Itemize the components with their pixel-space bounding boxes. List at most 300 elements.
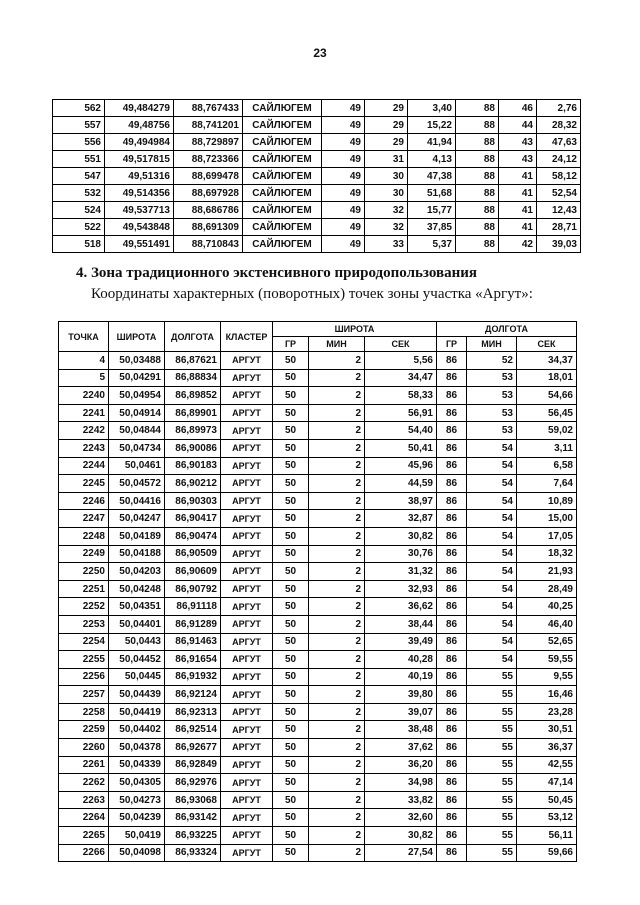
table-cell: 50,04098 [109, 844, 165, 862]
table-cell: 86 [437, 756, 467, 774]
table-cell: 7,64 [517, 475, 577, 493]
table-cell: 47,38 [408, 168, 456, 185]
table-row [59, 844, 577, 862]
table-cell: 50,04273 [109, 791, 165, 809]
table-cell: 59,66 [517, 844, 577, 862]
table-cell: 50,04439 [109, 686, 165, 704]
table-cell: 49 [322, 117, 365, 134]
table-cell: 18,32 [517, 545, 577, 563]
table-cell: 32 [365, 219, 408, 236]
table-cell: 49 [322, 100, 365, 117]
table-cell: 29 [365, 134, 408, 151]
table-cell: 52,65 [517, 633, 577, 651]
table-cell: АРГУТ [221, 668, 273, 686]
table-cell: 50 [273, 352, 309, 370]
table-cell: 33,82 [365, 791, 437, 809]
table-cell: АРГУТ [221, 651, 273, 669]
table-cell: 50,04419 [109, 703, 165, 721]
table-cell: 42,55 [517, 756, 577, 774]
table-cell: 50,0445 [109, 668, 165, 686]
table-cell: 49,484279 [105, 100, 174, 117]
table-cell: 40,25 [517, 598, 577, 616]
table-cell: 2 [309, 739, 365, 757]
table-cell: 50,04452 [109, 651, 165, 669]
table-cell: 86 [437, 563, 467, 581]
table-cell: 2265 [59, 827, 109, 845]
table-cell: 49 [322, 134, 365, 151]
table-row [53, 117, 581, 134]
table-cell: 86,88834 [165, 369, 221, 387]
table-cell: АРГУТ [221, 563, 273, 581]
table-cell: АРГУТ [221, 615, 273, 633]
table-cell: 86 [437, 615, 467, 633]
table-cell: 30 [365, 185, 408, 202]
table-cell: 50,0461 [109, 457, 165, 475]
table-cell: 39,80 [365, 686, 437, 704]
table-cell: 31 [365, 151, 408, 168]
table-cell: АРГУТ [221, 703, 273, 721]
table-cell: АРГУТ [221, 809, 273, 827]
table-cell: АРГУТ [221, 352, 273, 370]
table-cell: 54 [467, 457, 517, 475]
table-cell: 30 [365, 168, 408, 185]
table-row [59, 615, 577, 633]
table-cell: САЙЛЮГЕМ [243, 236, 322, 253]
table-cell: 29 [365, 117, 408, 134]
table-cell: 47,63 [537, 134, 581, 151]
table-cell: 86,90303 [165, 492, 221, 510]
table-cell: 50 [273, 387, 309, 405]
table-cell: 49,551491 [105, 236, 174, 253]
table-cell: 55 [467, 668, 517, 686]
table-cell: 50 [273, 615, 309, 633]
table-cell: 2 [309, 598, 365, 616]
table-cell: 53 [467, 404, 517, 422]
argut-coordinates-table [58, 321, 577, 862]
table-cell: 2246 [59, 492, 109, 510]
table-cell: 2 [309, 475, 365, 493]
table-cell: 2 [309, 545, 365, 563]
table-cell: 86 [437, 774, 467, 792]
table-cell: 2241 [59, 404, 109, 422]
table-cell: 50 [273, 668, 309, 686]
table-cell: 34,47 [365, 369, 437, 387]
table-cell: 38,97 [365, 492, 437, 510]
table-cell: 55 [467, 756, 517, 774]
table-cell: 86,92313 [165, 703, 221, 721]
table-cell: 2266 [59, 844, 109, 862]
table-cell: 86 [437, 387, 467, 405]
table-row [59, 633, 577, 651]
table-row [53, 168, 581, 185]
table-cell: 50 [273, 475, 309, 493]
table-cell: 50 [273, 809, 309, 827]
table-cell: 88 [456, 219, 499, 236]
table-cell: АРГУТ [221, 457, 273, 475]
table-cell: 2258 [59, 703, 109, 721]
table-cell: 2 [309, 387, 365, 405]
table-cell: 50 [273, 510, 309, 528]
table-cell: 518 [53, 236, 105, 253]
table-cell: 50,45 [517, 791, 577, 809]
table-cell: 86,93142 [165, 809, 221, 827]
table-cell: 50 [273, 404, 309, 422]
table-cell: 54 [467, 510, 517, 528]
table-cell: 54 [467, 633, 517, 651]
table-cell: 53 [467, 369, 517, 387]
table-cell: 2254 [59, 633, 109, 651]
table-cell: 30,76 [365, 545, 437, 563]
table-cell: 88,729897 [174, 134, 243, 151]
table-cell: 59,02 [517, 422, 577, 440]
table-cell: 50,03488 [109, 352, 165, 370]
table-cell: 54 [467, 439, 517, 457]
table-cell: 50 [273, 651, 309, 669]
table-cell: САЙЛЮГЕМ [243, 134, 322, 151]
table-cell: 46 [499, 100, 537, 117]
table-cell: 86,91289 [165, 615, 221, 633]
table-cell: 2 [309, 827, 365, 845]
table-cell: 86 [437, 844, 467, 862]
table-cell: 37,85 [408, 219, 456, 236]
table-cell: 86 [437, 457, 467, 475]
table-cell: 86 [437, 580, 467, 598]
table-row [59, 545, 577, 563]
table-cell: 86,90212 [165, 475, 221, 493]
table-row [59, 703, 577, 721]
table-cell: 2253 [59, 615, 109, 633]
table-cell: САЙЛЮГЕМ [243, 151, 322, 168]
table-cell: 41 [499, 202, 537, 219]
table-cell: 38,48 [365, 721, 437, 739]
table-row [53, 185, 581, 202]
table-cell: 54 [467, 475, 517, 493]
table-cell: 86 [437, 510, 467, 528]
table-cell: 50 [273, 739, 309, 757]
table-cell: 88,686786 [174, 202, 243, 219]
table-cell: 30,82 [365, 827, 437, 845]
table-cell: 36,62 [365, 598, 437, 616]
table-cell: 4 [59, 352, 109, 370]
table-cell: АРГУТ [221, 439, 273, 457]
table-cell: 2262 [59, 774, 109, 792]
header-lon-deg: ГР [437, 337, 467, 352]
table-cell: САЙЛЮГЕМ [243, 168, 322, 185]
table-cell: АРГУТ [221, 475, 273, 493]
table-row [59, 439, 577, 457]
header-lat-deg: ГР [273, 337, 309, 352]
section-heading: 4. Зона традиционного экстенсивного природопользования [76, 265, 477, 281]
table-cell: 30,51 [517, 721, 577, 739]
table-cell: 2 [309, 563, 365, 581]
table-cell: АРГУТ [221, 527, 273, 545]
table-row [59, 563, 577, 581]
table-cell: 2251 [59, 580, 109, 598]
table-cell: 562 [53, 100, 105, 117]
table-row [59, 739, 577, 757]
table-cell: 53 [467, 422, 517, 440]
table-cell: 32,60 [365, 809, 437, 827]
table-cell: САЙЛЮГЕМ [243, 202, 322, 219]
table-cell: 41,94 [408, 134, 456, 151]
table-cell: 15,22 [408, 117, 456, 134]
table-cell: 50,04291 [109, 369, 165, 387]
table-cell: 49 [322, 185, 365, 202]
table-cell: 532 [53, 185, 105, 202]
table-cell: 31,32 [365, 563, 437, 581]
table-cell: 86 [437, 439, 467, 457]
table-cell: АРГУТ [221, 510, 273, 528]
table-cell: 88 [456, 100, 499, 117]
table-cell: 15,77 [408, 202, 456, 219]
table-cell: 49,48756 [105, 117, 174, 134]
table-cell: 88,699478 [174, 168, 243, 185]
table-cell: 2261 [59, 756, 109, 774]
table-cell: 2 [309, 369, 365, 387]
table-cell: 86,89973 [165, 422, 221, 440]
header-latitude: ШИРОТА [109, 322, 165, 352]
table-cell: 86 [437, 651, 467, 669]
table-cell: 41 [499, 185, 537, 202]
table-cell: 86,92677 [165, 739, 221, 757]
table-row [59, 774, 577, 792]
table-cell: 86,90609 [165, 563, 221, 581]
table-cell: 5,37 [408, 236, 456, 253]
table-cell: 53 [467, 387, 517, 405]
table-cell: 2244 [59, 457, 109, 475]
table-cell: 86 [437, 827, 467, 845]
table-cell: 2 [309, 774, 365, 792]
table-cell: АРГУТ [221, 844, 273, 862]
table-cell: 54 [467, 563, 517, 581]
table-cell: 88 [456, 236, 499, 253]
table-cell: 556 [53, 134, 105, 151]
header-lat-sec: СЕК [365, 337, 437, 352]
table-cell: 55 [467, 774, 517, 792]
table-cell: 2242 [59, 422, 109, 440]
table-cell: 42 [499, 236, 537, 253]
table-cell: 49,517815 [105, 151, 174, 168]
table-cell: 2 [309, 721, 365, 739]
table-cell: 49,51316 [105, 168, 174, 185]
table-cell: 2 [309, 510, 365, 528]
table-cell: 50,41 [365, 439, 437, 457]
table-row [59, 686, 577, 704]
table-cell: 2243 [59, 439, 109, 457]
table-row [59, 457, 577, 475]
table-cell: 43 [499, 134, 537, 151]
table-row [53, 236, 581, 253]
table-cell: 49 [322, 151, 365, 168]
table-cell: 2 [309, 651, 365, 669]
table-cell: 50 [273, 422, 309, 440]
table2-body [59, 352, 577, 862]
table-cell: 2 [309, 457, 365, 475]
table-cell: 33 [365, 236, 408, 253]
table-cell: 4,13 [408, 151, 456, 168]
table-cell: 29 [365, 100, 408, 117]
table-cell: 58,33 [365, 387, 437, 405]
table-cell: 54 [467, 580, 517, 598]
table-cell: 50,04734 [109, 439, 165, 457]
table-cell: 34,37 [517, 352, 577, 370]
table-cell: 43 [499, 151, 537, 168]
table-cell: 50 [273, 545, 309, 563]
table-cell: АРГУТ [221, 387, 273, 405]
table-cell: 49 [322, 202, 365, 219]
table-cell: 54 [467, 651, 517, 669]
table-cell: 86,92514 [165, 721, 221, 739]
table-cell: АРГУТ [221, 756, 273, 774]
table-cell: 50,04572 [109, 475, 165, 493]
table-cell: 32,93 [365, 580, 437, 598]
table-cell: 16,46 [517, 686, 577, 704]
table-cell: 50 [273, 756, 309, 774]
table-cell: 50,04188 [109, 545, 165, 563]
table-cell: 86 [437, 475, 467, 493]
table-cell: 2255 [59, 651, 109, 669]
table-cell: 41 [499, 168, 537, 185]
table-cell: АРГУТ [221, 369, 273, 387]
table-cell: 86,91932 [165, 668, 221, 686]
table-cell: 46,40 [517, 615, 577, 633]
table-cell: 37,62 [365, 739, 437, 757]
table-row [59, 756, 577, 774]
table-cell: 55 [467, 844, 517, 862]
table-cell: 86 [437, 703, 467, 721]
table-cell: 55 [467, 827, 517, 845]
table-cell: 86 [437, 633, 467, 651]
table-cell: 86,93068 [165, 791, 221, 809]
table-cell: 2 [309, 422, 365, 440]
table-cell: АРГУТ [221, 545, 273, 563]
table-cell: САЙЛЮГЕМ [243, 100, 322, 117]
table-row [59, 809, 577, 827]
header-lon-sec: СЕК [517, 337, 577, 352]
table-cell: 86,93225 [165, 827, 221, 845]
table-cell: 86,92976 [165, 774, 221, 792]
header-longitude-group: ДОЛГОТА [437, 322, 577, 337]
table-cell: 524 [53, 202, 105, 219]
table-row [59, 369, 577, 387]
table-cell: 2256 [59, 668, 109, 686]
table-row [59, 492, 577, 510]
table-cell: 88,691309 [174, 219, 243, 236]
header-point: ТОЧКА [59, 322, 109, 352]
table-cell: 2 [309, 404, 365, 422]
section-subheading: Координаты характерных (поворотных) точек зоны участка «Аргут»: [91, 286, 533, 302]
table-row [59, 510, 577, 528]
table-cell: 54,66 [517, 387, 577, 405]
table-cell: 47,14 [517, 774, 577, 792]
table-cell: 86 [437, 809, 467, 827]
table-cell: 86 [437, 686, 467, 704]
table-cell: 56,91 [365, 404, 437, 422]
table-cell: 86,90086 [165, 439, 221, 457]
table-cell: 50 [273, 369, 309, 387]
table-cell: 50,04305 [109, 774, 165, 792]
table-cell: 2 [309, 703, 365, 721]
table-cell: АРГУТ [221, 774, 273, 792]
table-row [53, 151, 581, 168]
table-cell: 50 [273, 686, 309, 704]
table-cell: 2,76 [537, 100, 581, 117]
table-cell: 86 [437, 352, 467, 370]
table-cell: 32,87 [365, 510, 437, 528]
table-cell: 86 [437, 492, 467, 510]
table-cell: 5 [59, 369, 109, 387]
table-cell: 27,54 [365, 844, 437, 862]
table-cell: 50,04954 [109, 387, 165, 405]
table-cell: 52,54 [537, 185, 581, 202]
table-cell: 49 [322, 168, 365, 185]
table-cell: 86,89901 [165, 404, 221, 422]
table-cell: 36,20 [365, 756, 437, 774]
table-cell: 88 [456, 117, 499, 134]
table-cell: 44 [499, 117, 537, 134]
table-cell: 39,49 [365, 633, 437, 651]
table-cell: АРГУТ [221, 791, 273, 809]
table-cell: 41 [499, 219, 537, 236]
table-cell: 2 [309, 527, 365, 545]
table-cell: 17,05 [517, 527, 577, 545]
table-cell: 50,04914 [109, 404, 165, 422]
table-cell: 15,00 [517, 510, 577, 528]
table-cell: 2 [309, 844, 365, 862]
table-cell: 12,43 [537, 202, 581, 219]
table-cell: 10,89 [517, 492, 577, 510]
table-cell: 50,04247 [109, 510, 165, 528]
table-cell: 88,710843 [174, 236, 243, 253]
header-cluster: КЛАСТЕР [221, 322, 273, 352]
table-cell: 50 [273, 774, 309, 792]
table-cell: 86,90183 [165, 457, 221, 475]
table-cell: 54 [467, 545, 517, 563]
table-cell: 86 [437, 739, 467, 757]
table-cell: 56,45 [517, 404, 577, 422]
table-cell: 88 [456, 134, 499, 151]
table-cell: 50 [273, 633, 309, 651]
table-row [59, 598, 577, 616]
table-cell: 50,04339 [109, 756, 165, 774]
table-cell: 34,98 [365, 774, 437, 792]
table-cell: 86,91118 [165, 598, 221, 616]
table-row [59, 580, 577, 598]
table-cell: 50,04416 [109, 492, 165, 510]
table-cell: 50,04189 [109, 527, 165, 545]
table-cell: 86,91463 [165, 633, 221, 651]
table-cell: 50 [273, 598, 309, 616]
table-row [53, 134, 581, 151]
table-cell: 38,44 [365, 615, 437, 633]
header-lon-min: МИН [467, 337, 517, 352]
table-cell: 86 [437, 721, 467, 739]
table-cell: 86 [437, 404, 467, 422]
table-cell: 24,12 [537, 151, 581, 168]
table-cell: 59,55 [517, 651, 577, 669]
table-cell: 55 [467, 791, 517, 809]
table-cell: 86 [437, 668, 467, 686]
table-cell: 86,90792 [165, 580, 221, 598]
table-cell: 55 [467, 739, 517, 757]
table-cell: 88 [456, 168, 499, 185]
table-cell: 2 [309, 439, 365, 457]
table1-body [53, 100, 581, 253]
table-row [53, 219, 581, 236]
table-cell: 39,03 [537, 236, 581, 253]
table-cell: 49 [322, 219, 365, 236]
table-cell: 2247 [59, 510, 109, 528]
